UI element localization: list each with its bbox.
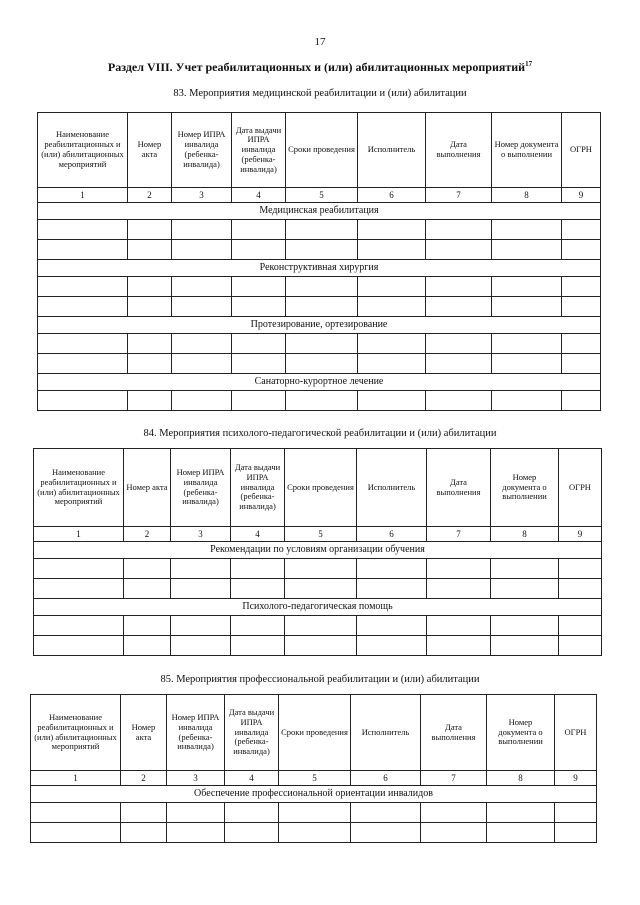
input-cell[interactable] [559, 579, 602, 599]
input-cell[interactable] [232, 354, 286, 374]
col-header-period: Сроки проведения [279, 695, 351, 771]
col-number: 2 [121, 771, 167, 786]
input-cell[interactable] [492, 297, 562, 317]
input-cell[interactable] [38, 277, 128, 297]
group-medical-rehab: Медицинская реабилитация [38, 203, 601, 220]
input-cell[interactable] [167, 823, 225, 843]
input-cell[interactable] [286, 297, 358, 317]
col-number: 9 [555, 771, 597, 786]
col-header-ogrn: ОГРН [559, 449, 602, 527]
input-cell[interactable] [232, 334, 286, 354]
col-number: 8 [492, 188, 562, 203]
col-header-executor: Исполнитель [358, 113, 426, 188]
input-cell[interactable] [426, 240, 492, 260]
input-cell[interactable] [38, 240, 128, 260]
col-number: 2 [124, 527, 171, 542]
input-cell[interactable] [562, 240, 601, 260]
input-cell[interactable] [231, 636, 285, 656]
input-cell[interactable] [286, 391, 358, 411]
col-header-ipra-number: Номер ИПРА инвалида (ребенка-инвалида) [172, 113, 232, 188]
input-cell[interactable] [38, 220, 128, 240]
input-cell[interactable] [232, 220, 286, 240]
input-row[interactable] [38, 334, 601, 354]
input-cell[interactable] [128, 240, 172, 260]
col-number: 2 [128, 188, 172, 203]
input-cell[interactable] [555, 823, 597, 843]
input-cell[interactable] [426, 391, 492, 411]
input-cell[interactable] [121, 803, 167, 823]
input-cell[interactable] [231, 616, 285, 636]
column-number-row [34, 527, 602, 542]
input-row[interactable] [38, 240, 601, 260]
input-cell[interactable] [128, 277, 172, 297]
col-header-completion-date: Дата выполнения [426, 113, 492, 188]
input-cell[interactable] [492, 334, 562, 354]
section-title [0, 60, 640, 75]
input-cell[interactable] [492, 240, 562, 260]
input-cell[interactable] [124, 559, 171, 579]
input-cell[interactable] [232, 240, 286, 260]
col-number: 4 [225, 771, 279, 786]
group-psych-ped-help: Психолого-педагогическая помощь [34, 599, 602, 616]
col-number: 1 [34, 527, 124, 542]
input-cell[interactable] [171, 579, 231, 599]
col-number: 8 [487, 771, 555, 786]
col-header-executor: Исполнитель [351, 695, 421, 771]
input-cell[interactable] [555, 803, 597, 823]
input-cell[interactable] [491, 579, 559, 599]
input-cell[interactable] [285, 579, 357, 599]
group-row [38, 260, 601, 277]
table-83 [37, 112, 601, 411]
input-cell[interactable] [121, 823, 167, 843]
col-number: 6 [358, 188, 426, 203]
input-cell[interactable] [426, 220, 492, 240]
input-cell[interactable] [487, 803, 555, 823]
input-cell[interactable] [286, 334, 358, 354]
input-cell[interactable] [232, 297, 286, 317]
input-cell[interactable] [279, 823, 351, 843]
input-cell[interactable] [427, 616, 491, 636]
input-cell[interactable] [128, 391, 172, 411]
input-cell[interactable] [426, 277, 492, 297]
input-cell[interactable] [171, 559, 231, 579]
input-cell[interactable] [559, 559, 602, 579]
input-cell[interactable] [492, 220, 562, 240]
input-cell[interactable] [559, 636, 602, 656]
input-cell[interactable] [491, 636, 559, 656]
input-cell[interactable] [492, 391, 562, 411]
input-cell[interactable] [426, 297, 492, 317]
table-83-title: 83. Мероприятия медицинской реабилитации и (или) абилитации [173, 88, 467, 99]
header-row [31, 695, 597, 771]
col-number: 5 [279, 771, 351, 786]
input-cell[interactable] [358, 391, 426, 411]
input-cell[interactable] [358, 277, 426, 297]
col-header-ipra-date: Дата выдачи ИПРА инвалида (ребенка-инвалида) [225, 695, 279, 771]
input-row[interactable] [34, 616, 602, 636]
section-title-text: Раздел VIII. Учет реабилитационных и (или) абилитационных мероприятий [107, 60, 526, 74]
col-header-ipra-number: Номер ИПРА инвалида (ребенка-инвалида) [171, 449, 231, 527]
input-cell[interactable] [358, 334, 426, 354]
col-number: 7 [427, 527, 491, 542]
input-cell[interactable] [491, 616, 559, 636]
group-prosthetics: Протезирование, ортезирование [38, 317, 601, 334]
group-row [34, 599, 602, 616]
group-sanatorium: Санаторно-курортное лечение [38, 374, 601, 391]
input-cell[interactable] [559, 616, 602, 636]
col-number: 3 [172, 188, 232, 203]
col-number: 8 [491, 527, 559, 542]
input-cell[interactable] [562, 391, 601, 411]
col-header-name: Наименование реабилитационных и (или) абилитационных мероприятий [31, 695, 121, 771]
input-cell[interactable] [124, 579, 171, 599]
input-cell[interactable] [357, 579, 427, 599]
input-cell[interactable] [171, 616, 231, 636]
input-cell[interactable] [358, 220, 426, 240]
input-cell[interactable] [427, 579, 491, 599]
col-number: 9 [562, 188, 601, 203]
input-cell[interactable] [231, 579, 285, 599]
input-cell[interactable] [34, 616, 124, 636]
input-cell[interactable] [351, 803, 421, 823]
input-cell[interactable] [286, 354, 358, 374]
col-number: 3 [171, 527, 231, 542]
input-cell[interactable] [172, 220, 232, 240]
input-cell[interactable] [357, 636, 427, 656]
input-row[interactable] [31, 803, 597, 823]
input-cell[interactable] [358, 354, 426, 374]
input-cell[interactable] [491, 559, 559, 579]
input-cell[interactable] [279, 803, 351, 823]
col-header-completion-date: Дата выполнения [421, 695, 487, 771]
header-row [38, 113, 601, 188]
input-cell[interactable] [172, 240, 232, 260]
input-cell[interactable] [426, 334, 492, 354]
input-cell[interactable] [172, 334, 232, 354]
input-cell[interactable] [357, 616, 427, 636]
input-cell[interactable] [562, 334, 601, 354]
group-row [34, 542, 602, 559]
section-footnote: 17 [525, 60, 533, 68]
col-header-period: Сроки проведения [286, 113, 358, 188]
input-cell[interactable] [562, 354, 601, 374]
input-cell[interactable] [562, 297, 601, 317]
col-number: 6 [351, 771, 421, 786]
col-header-act-number: Номер акта [124, 449, 171, 527]
input-cell[interactable] [492, 354, 562, 374]
col-header-act-number: Номер акта [121, 695, 167, 771]
group-row [31, 786, 597, 803]
input-cell[interactable] [562, 220, 601, 240]
input-cell[interactable] [171, 636, 231, 656]
group-career-guidance: Обеспечение профессиональной ориентации инвалидов [31, 786, 597, 803]
input-cell[interactable] [286, 240, 358, 260]
input-row[interactable] [38, 391, 601, 411]
input-cell[interactable] [38, 354, 128, 374]
input-cell[interactable] [231, 559, 285, 579]
col-header-ogrn: ОГРН [562, 113, 601, 188]
col-header-ogrn: ОГРН [555, 695, 597, 771]
input-cell[interactable] [172, 297, 232, 317]
input-cell[interactable] [172, 277, 232, 297]
input-cell[interactable] [225, 803, 279, 823]
input-cell[interactable] [286, 277, 358, 297]
col-number: 1 [38, 188, 128, 203]
group-learning-conditions: Рекомендации по условиям организации обучения [34, 542, 602, 559]
input-cell[interactable] [562, 277, 601, 297]
input-cell[interactable] [351, 823, 421, 843]
input-cell[interactable] [128, 297, 172, 317]
input-row[interactable] [38, 297, 601, 317]
col-number: 5 [286, 188, 358, 203]
input-cell[interactable] [492, 277, 562, 297]
input-cell[interactable] [34, 579, 124, 599]
col-header-document-number: Номер документа о выполнении [491, 449, 559, 527]
input-row[interactable] [38, 354, 601, 374]
col-header-document-number: Номер документа о выполнении [487, 695, 555, 771]
table-85 [30, 694, 597, 843]
input-cell[interactable] [34, 559, 124, 579]
col-header-ipra-date: Дата выдачи ИПРА инвалида (ребенка-инвалида) [231, 449, 285, 527]
col-number: 4 [232, 188, 286, 203]
col-number: 6 [357, 527, 427, 542]
page-number: 17 [314, 36, 326, 48]
col-number: 7 [421, 771, 487, 786]
col-header-name: Наименование реабилитационных и (или) абилитационных мероприятий [38, 113, 128, 188]
input-cell[interactable] [167, 803, 225, 823]
header-row [34, 449, 602, 527]
input-cell[interactable] [232, 391, 286, 411]
group-row [38, 374, 601, 391]
input-cell[interactable] [172, 391, 232, 411]
input-row[interactable] [38, 277, 601, 297]
column-number-row [31, 771, 597, 786]
col-number: 1 [31, 771, 121, 786]
col-number: 4 [231, 527, 285, 542]
input-row[interactable] [38, 220, 601, 240]
input-cell[interactable] [124, 616, 171, 636]
group-row [38, 203, 601, 220]
input-cell[interactable] [34, 636, 124, 656]
col-header-document-number: Номер документа о выполнении [492, 113, 562, 188]
input-cell[interactable] [421, 803, 487, 823]
input-cell[interactable] [358, 240, 426, 260]
input-cell[interactable] [31, 803, 121, 823]
input-row[interactable] [34, 559, 602, 579]
input-cell[interactable] [38, 391, 128, 411]
input-cell[interactable] [38, 334, 128, 354]
input-cell[interactable] [358, 297, 426, 317]
input-cell[interactable] [232, 277, 286, 297]
input-cell[interactable] [285, 636, 357, 656]
input-cell[interactable] [128, 220, 172, 240]
table-85-title: 85. Мероприятия профессиональной реабилитации и (или) абилитации [160, 674, 480, 685]
input-cell[interactable] [128, 354, 172, 374]
input-cell[interactable] [124, 636, 171, 656]
input-cell[interactable] [225, 823, 279, 843]
input-cell[interactable] [426, 354, 492, 374]
input-cell[interactable] [487, 823, 555, 843]
input-cell[interactable] [286, 220, 358, 240]
col-number: 5 [285, 527, 357, 542]
table-84-title: 84. Мероприятия психолого-педагогической реабилитации и (или) абилитации [143, 428, 497, 439]
table-84 [33, 448, 602, 656]
input-cell[interactable] [38, 297, 128, 317]
input-row[interactable] [31, 823, 597, 843]
input-cell[interactable] [427, 559, 491, 579]
input-cell[interactable] [285, 559, 357, 579]
col-header-name: Наименование реабилитационных и (или) абилитационных мероприятий [34, 449, 124, 527]
col-header-ipra-date: Дата выдачи ИПРА инвалида (ребенка-инвалида) [232, 113, 286, 188]
column-number-row [38, 188, 601, 203]
input-cell[interactable] [421, 823, 487, 843]
input-cell[interactable] [427, 636, 491, 656]
col-number: 7 [426, 188, 492, 203]
input-cell[interactable] [285, 616, 357, 636]
input-cell[interactable] [31, 823, 121, 843]
input-row[interactable] [34, 579, 602, 599]
input-cell[interactable] [357, 559, 427, 579]
input-row[interactable] [34, 636, 602, 656]
col-header-completion-date: Дата выполнения [427, 449, 491, 527]
col-header-ipra-number: Номер ИПРА инвалида (ребенка-инвалида) [167, 695, 225, 771]
col-header-executor: Исполнитель [357, 449, 427, 527]
input-cell[interactable] [128, 334, 172, 354]
col-header-period: Сроки проведения [285, 449, 357, 527]
input-cell[interactable] [172, 354, 232, 374]
col-number: 9 [559, 527, 602, 542]
group-row [38, 317, 601, 334]
col-number: 3 [167, 771, 225, 786]
col-header-act-number: Номер акта [128, 113, 172, 188]
group-reconstructive-surgery: Реконструктивная хирургия [38, 260, 601, 277]
